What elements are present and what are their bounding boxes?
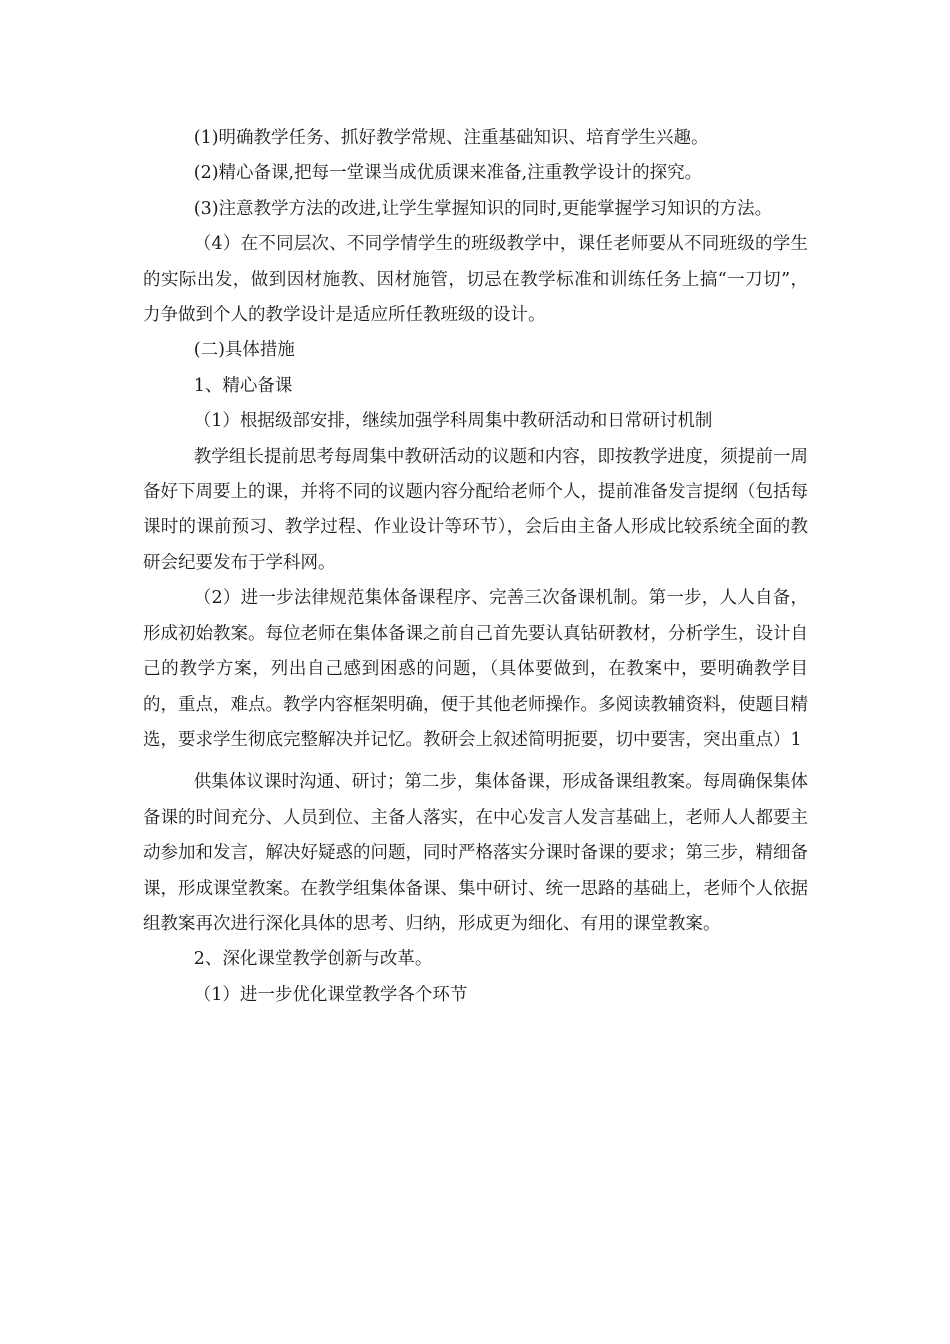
paragraph-differentiated-teaching: （4）在不同层次、不同学情学生的班级教学中，课任老师要从不同班级的学生的实际出发，做到因材施教、因材施管，切忌在教学标准和训练任务上搞“一刀切”，力争做到个人的教学设计是适应所任教班级的设计。 [143, 234, 808, 326]
paragraph-teaching-method: (3)注意教学方法的改进,让学生掌握知识的同时,更能掌握学习知识的方法。 [193, 198, 773, 219]
paragraph-task-clarity: (1)明确教学任务、抓好教学常规、注重基础知识、培育学生兴趣。 [193, 128, 709, 148]
subheading-careful-lesson-prep: 1、精心备课 [193, 375, 293, 396]
paragraph-careful-prep: (2)精心备课,把每一堂课当成优质课来准备,注重教学设计的探究。 [193, 163, 703, 184]
paragraph-group-leader: 教学组长提前思考每周集中教研活动的议题和内容，即按教学进度，须提前一周备好下周要上的课，并将不同的议题内容分配给老师个人，提前准备发言提纲（包括每课时的课前预习、教学过程、作业设计等环节），会后由主备人形成比较系统全面的教研会纪要发布于学科网。 [143, 446, 808, 573]
paragraph-optimize-classroom: （1）进一步优化课堂教学各个环节 [193, 984, 468, 1005]
paragraph-three-steps: 供集体议课时沟通、研讨；第二步，集体备课，形成备课组教案。每周确保集体备课的时间充分、人员到位、主备人落实，在中心发言人发言基础上，老师人人都要主动参加和发言，解决好疑惑的问题，同时严格落实分课时备课的要求；第三步，精细备课，形成课堂教案。在教学组集体备课、集中研讨、统一思路的基础上，老师个人依据组教案再次进行深化具体的思考、归纳，形成更为细化、有用的课堂教案。 [143, 772, 808, 934]
document-body [143, 121, 808, 1013]
paragraph-weekly-research: （1）根据级部安排，继续加强学科周集中教研活动和日常研讨机制 [193, 411, 713, 432]
paragraph-collective-prep: （2）进一步法律规范集体备课程序、完善三次备课机制。第一步，人人自备，形成初始教案。每位老师在集体备课之前自己首先要认真钻研教材，分析学生，设计自己的教学方案，列出自己感到困惑的问题，（具体要做到，在教案中，要明确教学目的，重点，难点。教学内容框架明确，便于其他老师操作。多阅读教辅资料，使题目精选，要求学生彻底完整解决并记忆。教研会上叙述简明扼要，切中要害，突出重点）1 [143, 588, 808, 750]
subheading-classroom-reform: 2、深化课堂教学创新与改革。 [193, 949, 433, 970]
section-heading-measures: (二)具体措施 [193, 340, 295, 361]
